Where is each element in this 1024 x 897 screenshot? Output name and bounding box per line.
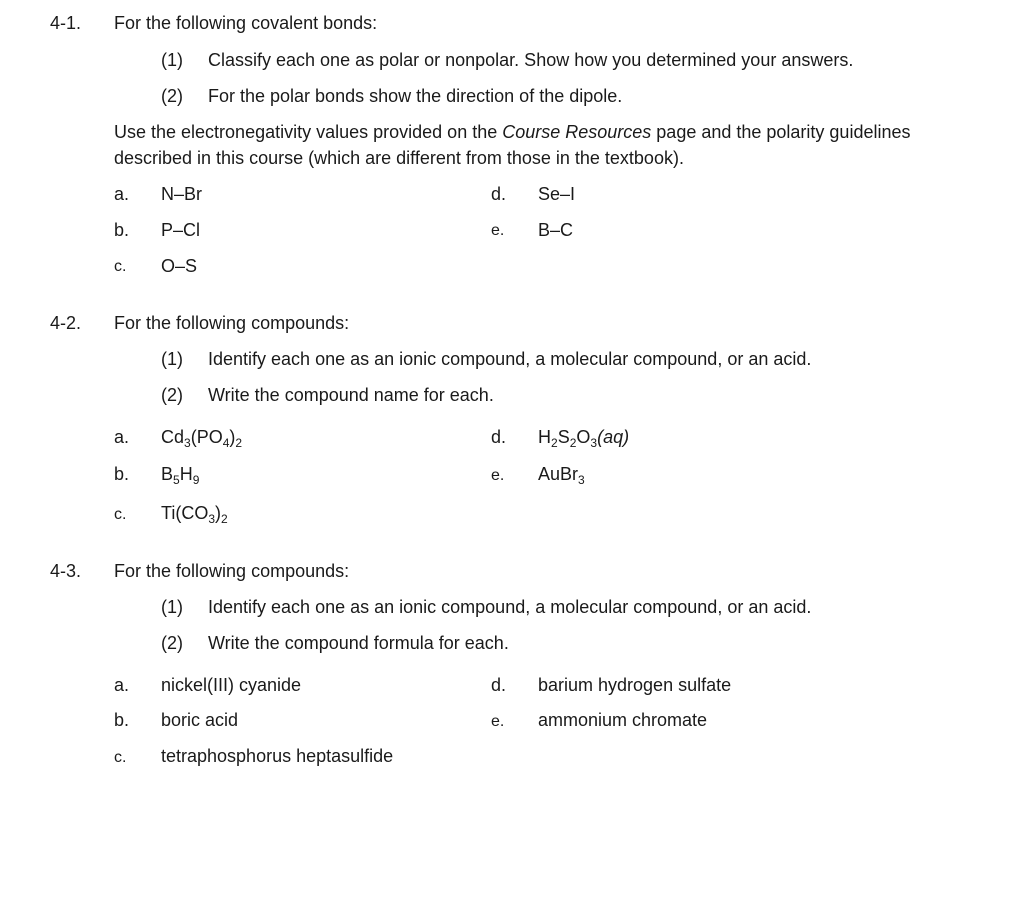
bond-item: Se–I	[538, 184, 576, 204]
item-letter: d.	[491, 184, 507, 204]
item-letter: d.	[491, 427, 507, 447]
item-letter: c.	[114, 258, 127, 275]
problem-intro: For the following covalent bonds:	[114, 13, 378, 33]
formula-item: $Cd_3(PO_4)_2$	[161, 427, 243, 450]
step-text: Write the compound name for each.	[208, 385, 494, 405]
problem-number: 4-2.	[50, 313, 82, 333]
item-letter: b.	[114, 220, 130, 240]
step-number: (2)	[161, 385, 183, 405]
compound-name-item: nickel(III) cyanide	[161, 675, 302, 695]
problem-number: 4-1.	[50, 13, 82, 33]
item-letter: e.	[491, 222, 505, 239]
item-letter: b.	[114, 710, 130, 730]
step-text: Identify each one as an ionic compound, a molecular compound, or an acid.	[208, 349, 812, 369]
bond-item: P–Cl	[161, 220, 201, 240]
formula-item: AuBr$_3$	[538, 464, 585, 487]
item-letter: a.	[114, 675, 130, 695]
formula-item: $Ti(CO_3)_2$	[161, 503, 228, 526]
problem-intro: For the following compounds:	[114, 313, 350, 333]
step-text: Classify each one as polar or nonpolar. Show how you determined your answers.	[208, 50, 854, 70]
bond-item: N–Br	[161, 184, 203, 204]
item-letter: a.	[114, 427, 130, 447]
step-text: Identify each one as an ionic compound, a molecular compound, or an acid.	[208, 597, 812, 617]
item-letter: e.	[491, 467, 505, 484]
step-text: For the polar bonds show the direction of the dipole.	[208, 86, 623, 106]
step-number: (2)	[161, 86, 183, 106]
problem-number: 4-3.	[50, 561, 82, 581]
step-number: (1)	[161, 597, 183, 617]
step-number: (1)	[161, 50, 183, 70]
course-resources-reference: Course Resources	[502, 122, 652, 142]
item-letter: d.	[491, 675, 507, 695]
item-letter: e.	[491, 713, 505, 730]
step-number: (1)	[161, 349, 183, 369]
item-letter: a.	[114, 184, 130, 204]
item-letter: b.	[114, 464, 130, 484]
step-number: (2)	[161, 633, 183, 653]
formula-item: $H_2S_2O_3(aq)$	[538, 427, 630, 450]
compound-name-item: barium hydrogen sulfate	[538, 675, 732, 695]
item-letter: c.	[114, 506, 127, 523]
step-text: Write the compound formula for each.	[208, 633, 509, 653]
bond-item: B–C	[538, 220, 574, 240]
compound-name-item: boric acid	[161, 710, 239, 730]
item-letter: c.	[114, 749, 127, 766]
bond-item: O–S	[161, 256, 198, 276]
formula-item: $B_5H_9$	[161, 464, 200, 487]
problem-intro: For the following compounds:	[114, 561, 350, 581]
instruction-note: Use the electronegativity values provided on the Course Resources page and the polarity guidelines described in this course (which are different from those in the textbook).	[114, 122, 911, 168]
compound-name-item: tetraphosphorus heptasulfide	[161, 746, 394, 766]
compound-name-item: ammonium chromate	[538, 710, 708, 730]
